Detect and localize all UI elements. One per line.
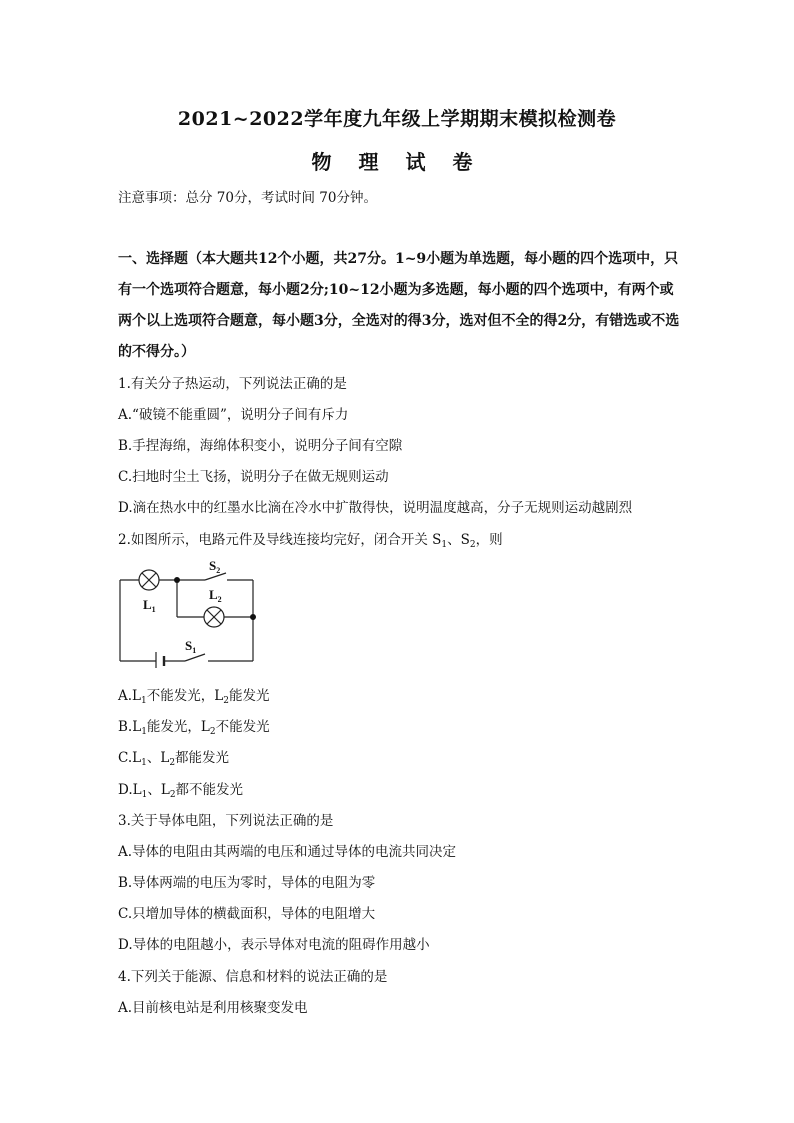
q1-option-c: C.扫地时尘土飞扬，说明分子在做无规则运动 bbox=[118, 469, 389, 485]
lamp-l2-icon bbox=[204, 607, 224, 627]
lamp-l1-icon bbox=[139, 570, 159, 590]
exam-title: 2021~2022学年度九年级上学期期末模拟检测卷 bbox=[177, 108, 617, 130]
label-l1: $L_1$ bbox=[143, 597, 156, 614]
q2-option-a: $A.L_1$不能发光，$L_2$能发光 bbox=[118, 688, 270, 706]
q3-option-d: D.导体的电阻越小，表示导体对电流的阻碍作用越小 bbox=[118, 937, 430, 953]
q2-option-c: $C.L_1$、$L_2$都能发光 bbox=[118, 750, 230, 768]
q4-stem: 4.下列关于能源、信息和材料的说法正确的是 bbox=[118, 969, 388, 985]
q1-option-d: D.滴在热水中的红墨水比滴在冷水中扩散得快，说明温度越高，分子无规则运动越剧烈 bbox=[118, 500, 633, 516]
q2-option-d: $D.L_1$、$L_2$都不能发光 bbox=[118, 782, 244, 800]
circuit-diagram bbox=[112, 556, 272, 668]
q3-option-b: B.导体两端的电压为零时，导体的电阻为零 bbox=[118, 875, 376, 891]
q4-option-a: A.目前核电站是利用核聚变发电 bbox=[118, 1000, 308, 1016]
q1-option-b: B.手捏海绵，海绵体积变小，说明分子间有空隙 bbox=[118, 438, 403, 454]
q3-option-a: A.导体的电阻由其两端的电压和通过导体的电流共同决定 bbox=[118, 844, 457, 860]
q2-option-b: $B.L_1$能发光，$L_2$不能发光 bbox=[118, 719, 270, 737]
q1-stem: 1.有关分子热运动，下列说法正确的是 bbox=[118, 376, 347, 392]
q3-option-c: C.只增加导体的横截面积，导体的电阻增大 bbox=[118, 906, 376, 922]
label-l2: $L_2$ bbox=[209, 587, 222, 604]
q3-stem: 3.关于导体电阻，下列说法正确的是 bbox=[118, 813, 334, 829]
label-s2: $S_2$ bbox=[209, 558, 221, 575]
junction-dot bbox=[174, 577, 180, 583]
junction-dot bbox=[250, 614, 256, 620]
exam-note: 注意事项：总分 70分，考试时间 70分钟。 bbox=[118, 190, 377, 206]
label-s1: $S_1$ bbox=[185, 638, 197, 655]
q2-stem: 2.如图所示，电路元件及导线连接均完好，闭合开关 $S_1$、$S_2$，则 bbox=[118, 532, 503, 550]
q1-option-a: A.“破镜不能重圆”，说明分子间有斥力 bbox=[118, 407, 349, 423]
section-heading: 一、选择题（本大题共12个小题，共27分。1~9小题为单选题，每小题的四个选项中，只有一个选项符合题意，每小题2分;10~12小题为多选题，每小题的四个选项中，有两个或两个以上选项符合题意，每小题3分，全选对的得3分，选对但不全的得2分，有错选或不选的不得分。） bbox=[118, 251, 680, 360]
exam-subtitle: 物 理 试 卷 bbox=[311, 150, 483, 174]
